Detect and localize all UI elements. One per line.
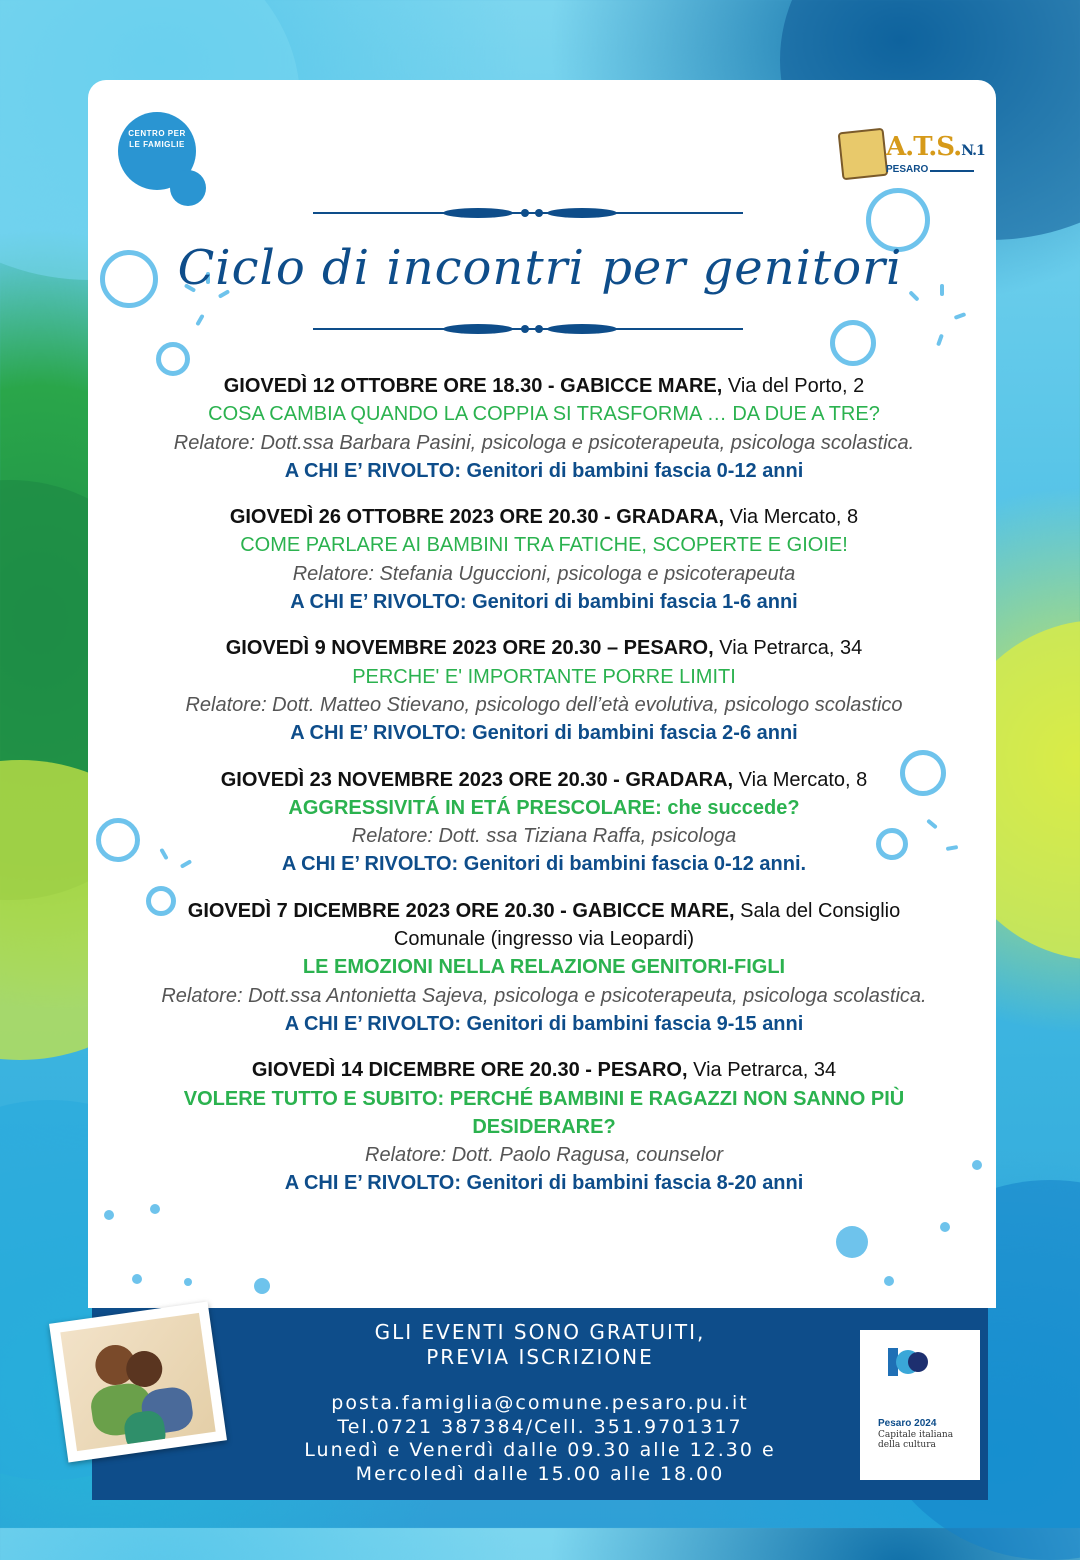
deco-ring <box>156 342 190 376</box>
event-item <box>100 372 988 485</box>
event-speaker: Relatore: Stefania Uguccioni, psicologa e psicoterapeuta <box>292 562 796 585</box>
page-title: Ciclo di incontri per genitori <box>177 240 903 296</box>
event-target: A CHI E’ RIVOLTO: Genitori di bambini fascia 0-12 anni. <box>281 853 807 876</box>
free-line-1: GLI EVENTI SONO GRATUITI, <box>374 1320 706 1344</box>
opening-hours-1: Lunedì e Venerdì dalle 09.30 alle 12.30 e <box>304 1439 776 1461</box>
deco-dot <box>254 1278 270 1294</box>
footer-banner <box>92 1308 988 1500</box>
pesaro-2024-mark-icon <box>886 1344 930 1380</box>
event-speaker: Relatore: Dott. Paolo Ragusa, counselor <box>365 1144 723 1167</box>
event-topic-line2: DESIDERARE? <box>472 1115 616 1138</box>
event-item <box>100 634 988 747</box>
event-item <box>100 766 988 879</box>
event-speaker: Relatore: Dott.ssa Antonietta Sajeva, psicologa e psicoterapeuta, psicologa scolastica. <box>161 984 927 1007</box>
ats-city: PESARO <box>886 164 929 175</box>
event-header-line2: Comunale (ingresso via Leopardi) <box>393 928 695 951</box>
deco-dot <box>132 1274 142 1284</box>
ats-pesaro-logo <box>840 130 985 182</box>
event-speaker: Relatore: Dott. Matteo Stievano, psicologo dell’età evolutiva, psicologo scolastico <box>185 693 903 716</box>
event-header: GIOVEDÌ 14 DICEMBRE ORE 20.30 - PESARO, Via Petrarca, 34 <box>251 1059 837 1082</box>
ats-suffix: N.1 <box>961 143 985 159</box>
event-header: GIOVEDÌ 23 NOVEMBRE 2023 ORE 20.30 - GRADARA, Via Mercato, 8 <box>220 768 868 791</box>
deco-ring <box>836 1226 868 1258</box>
contact-email[interactable]: posta.famiglia@comune.pesaro.pu.it <box>331 1392 749 1414</box>
event-header: GIOVEDÌ 12 OTTOBRE ORE 18.30 - GABICCE MARE, Via del Porto, 2 <box>223 375 865 397</box>
event-topic: PERCHE' E' IMPORTANTE PORRE LIMITI <box>352 665 736 688</box>
event-topic: COSA CAMBIA QUANDO LA COPPIA SI TRASFORMA … DA DUE A TRE? <box>208 403 880 426</box>
event-header: GIOVEDÌ 9 NOVEMBRE 2023 ORE 20.30 – PESARO, Via Petrarca, 34 <box>225 637 863 660</box>
event-speaker: Relatore: Dott.ssa Barbara Pasini, psicologa e psicoterapeuta, psicologa scolastica. <box>173 431 915 454</box>
event-topic: AGGRESSIVITÁ IN ETÁ PRESCOLARE: che succede? <box>288 796 800 819</box>
event-target: A CHI E’ RIVOLTO: Genitori di bambini fascia 8-20 anni <box>284 1172 804 1195</box>
contact-phone: Tel.0721 387384/Cell. 351.9701317 <box>337 1415 743 1438</box>
contact-info <box>292 1392 788 1486</box>
event-speaker: Relatore: Dott. ssa Tiziana Raffa, psicologa <box>351 825 737 848</box>
pesaro-2024-subtitle: Capitale italiana della cultura <box>878 1430 954 1450</box>
deco-dot <box>884 1276 894 1286</box>
pesaro-2024-logo <box>860 1330 980 1480</box>
pesaro-2024-name: Pesaro 2024 <box>878 1418 937 1429</box>
event-header: GIOVEDÌ 7 DICEMBRE 2023 ORE 20.30 - GABICCE MARE, Sala del Consiglio <box>187 899 901 922</box>
centro-famiglie-logo-text: CENTRO PER LE FAMIGLIE <box>128 129 186 149</box>
event-target: A CHI E’ RIVOLTO: Genitori di bambini fascia 9-15 anni <box>284 1012 804 1035</box>
opening-hours-2: Mercoledì dalle 15.00 alle 18.00 <box>355 1462 725 1485</box>
event-item <box>100 897 988 1038</box>
event-topic: COME PARLARE AI BAMBINI TRA FATICHE, SCOPERTE E GIOIE! <box>240 534 848 557</box>
event-target: A CHI E’ RIVOLTO: Genitori di bambini fascia 1-6 anni <box>290 591 798 614</box>
events-list <box>100 372 988 1216</box>
event-item <box>100 1056 988 1197</box>
title-divider-top <box>313 206 743 220</box>
deco-dot <box>940 1222 950 1232</box>
centro-famiglie-logo <box>118 112 218 212</box>
deco-dot <box>184 1278 192 1286</box>
title-divider-bottom <box>313 322 743 336</box>
event-item <box>100 503 988 616</box>
family-photo <box>49 1302 227 1463</box>
event-topic: LE EMOZIONI NELLA RELAZIONE GENITORI-FIGLI <box>302 956 786 979</box>
event-target: A CHI E’ RIVOLTO: Genitori di bambini fascia 0-12 anni <box>284 459 804 482</box>
ats-name: A.T.S. <box>886 132 962 162</box>
event-header: GIOVEDÌ 26 OTTOBRE 2023 ORE 20.30 - GRADARA, Via Mercato, 8 <box>229 506 859 529</box>
deco-ring <box>830 320 876 366</box>
free-line-2: PREVIA ISCRIZIONE <box>426 1345 654 1369</box>
event-topic: VOLERE TUTTO E SUBITO: PERCHÉ BAMBINI E RAGAZZI NON SANNO PIÙ <box>183 1087 905 1110</box>
free-events-notice <box>292 1320 788 1370</box>
event-target: A CHI E’ RIVOLTO: Genitori di bambini fascia 2-6 anni <box>290 722 798 745</box>
